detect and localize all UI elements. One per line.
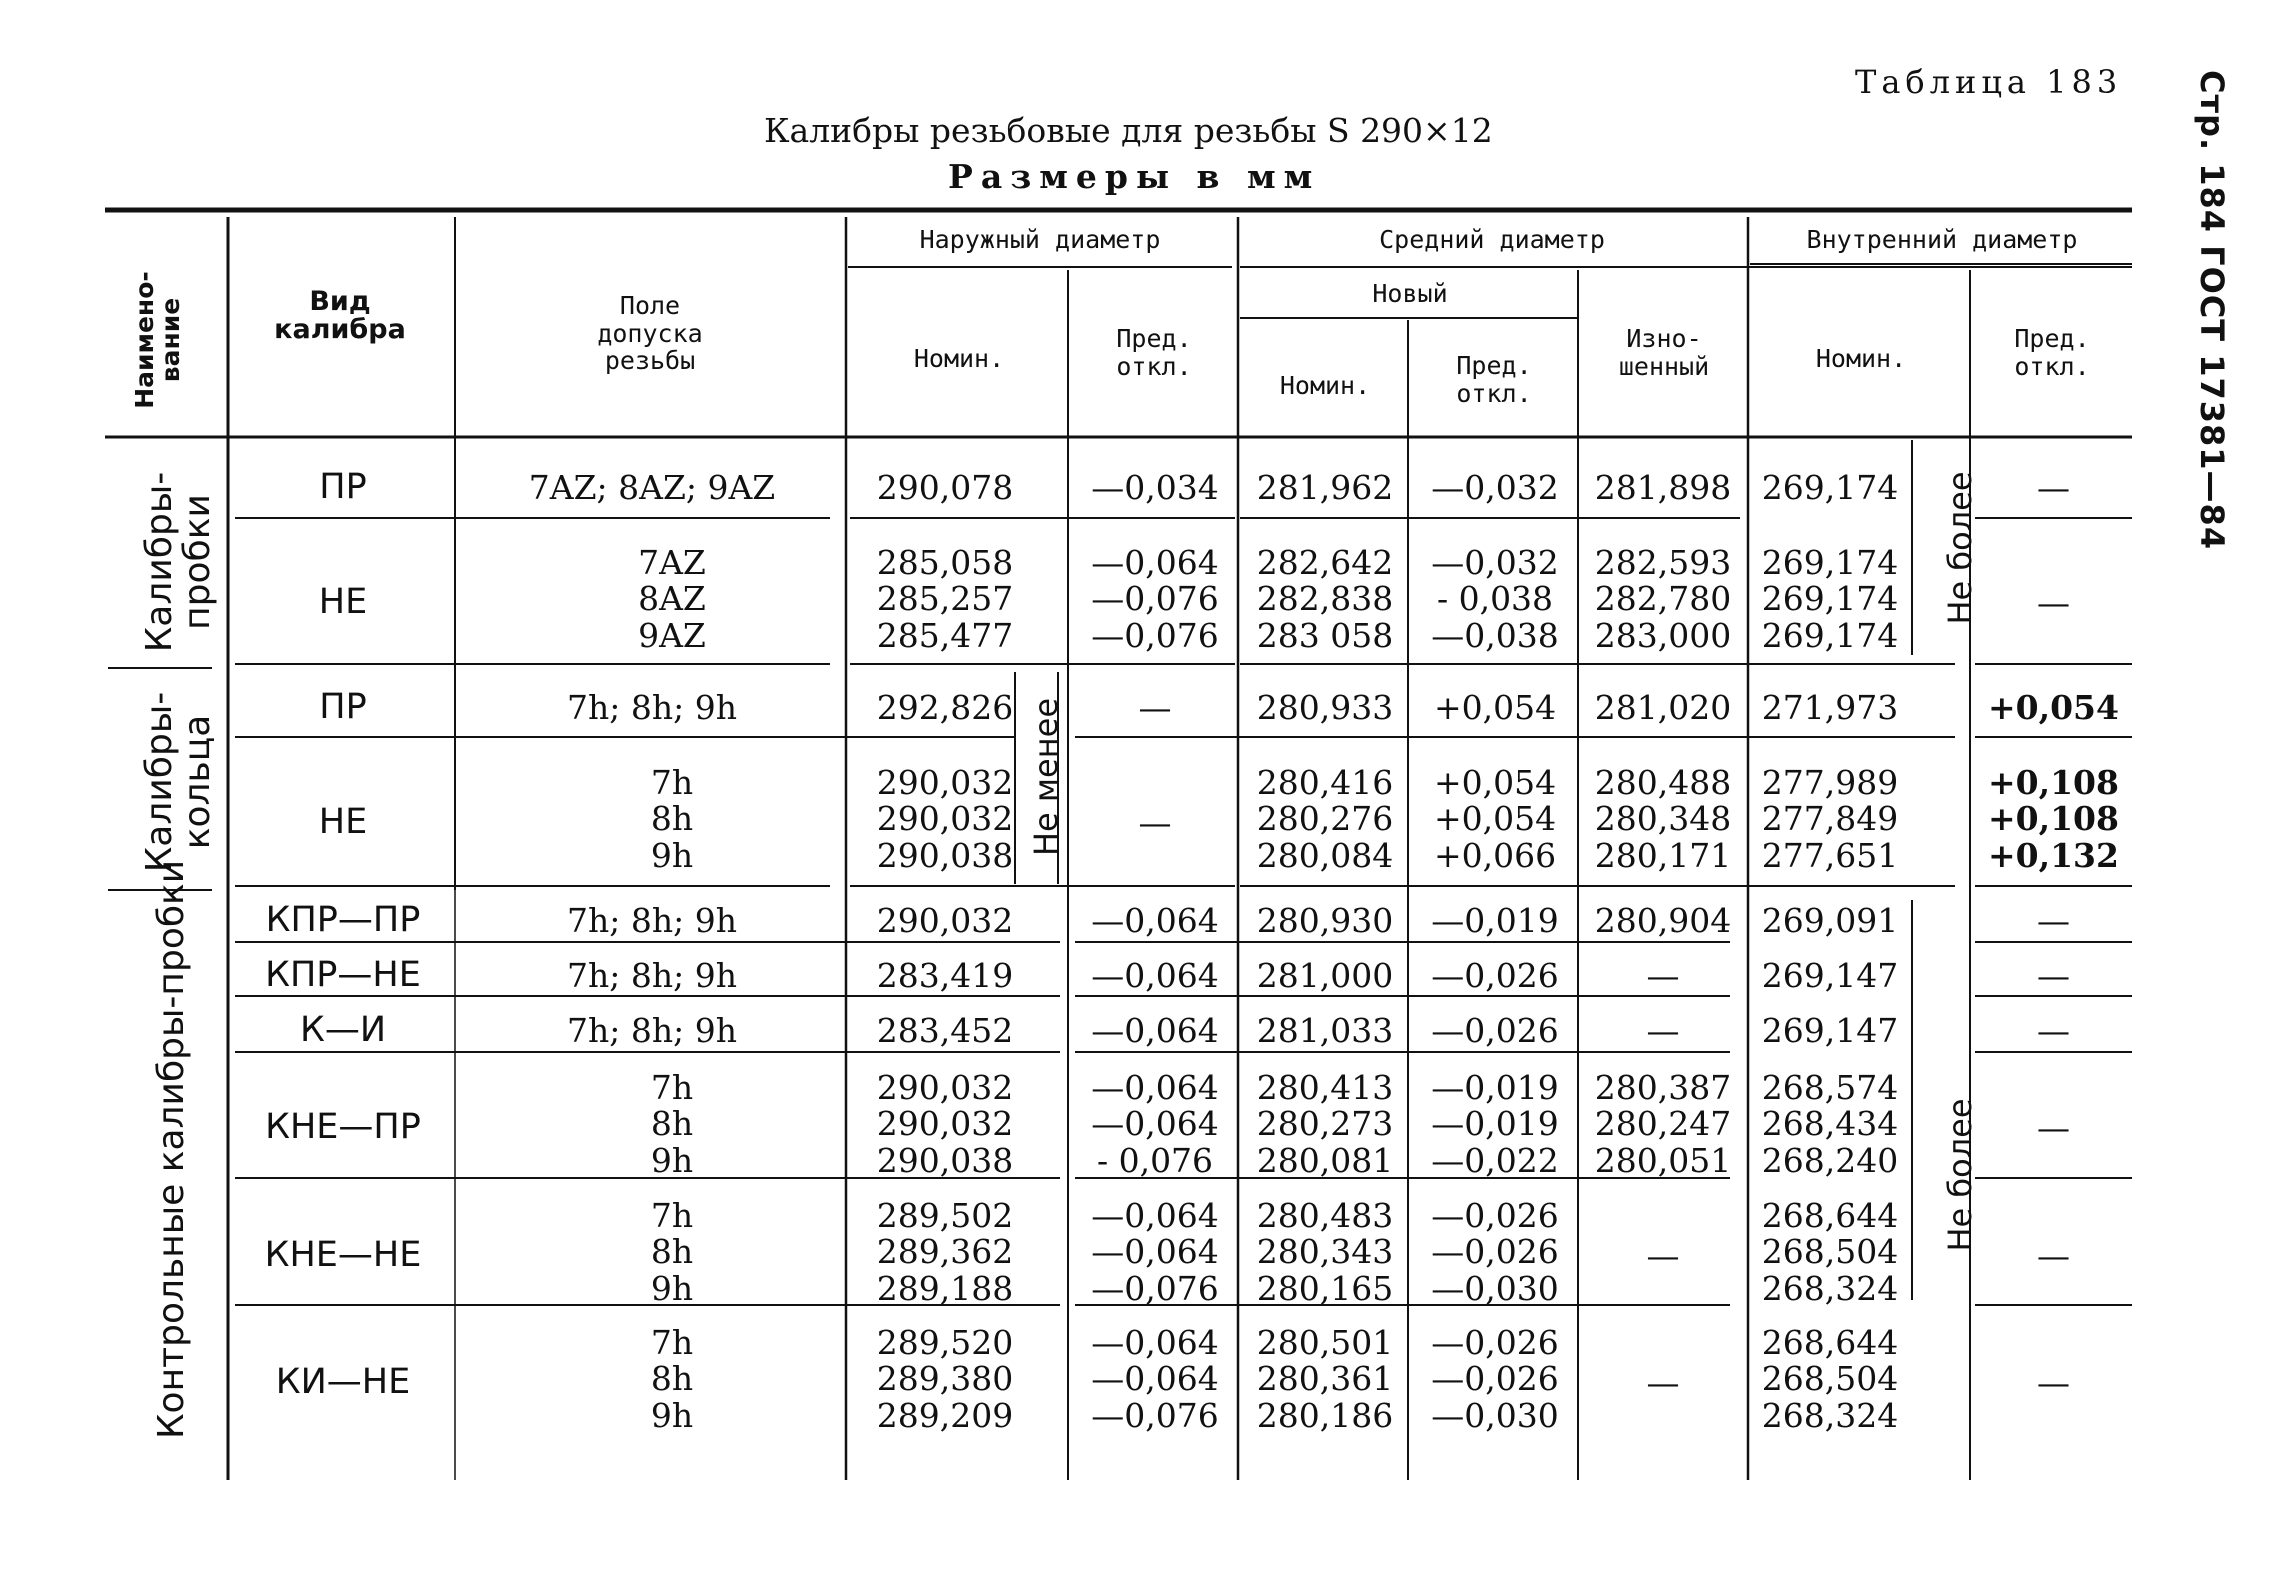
cell-outer-dev: —0,064 —0,064 —0,076: [1091, 1196, 1219, 1308]
cell-mid-nom: 280,930: [1256, 901, 1394, 940]
header-mid-nom: Номин.: [1279, 371, 1371, 400]
cell-field: 7h 8h 9h: [650, 1068, 694, 1180]
cell-worn: —: [1646, 1011, 1680, 1050]
header-outer-dev-text: Пред. откл.: [1116, 324, 1192, 381]
group-control-text: Контрольные калибры-пробки: [151, 859, 192, 1439]
cell-mid-dev: —0,032: [1431, 468, 1559, 507]
cell-inner-nom: 269,147: [1761, 1011, 1899, 1050]
cell-outer-nom: 290,032: [876, 901, 1014, 940]
header-name: [132, 250, 212, 430]
cell-mid-nom: 280,501 280,361 280,186: [1256, 1323, 1394, 1435]
cell-field: 7h; 8h; 9h: [567, 688, 737, 727]
header-worn: [1580, 325, 1748, 380]
cell-outer-dev: —0,034: [1091, 468, 1219, 507]
cell-outer-dev: —0,064 —0,076 —0,076: [1091, 543, 1219, 655]
group-plug: [141, 452, 221, 672]
cell-outer-nom: 285,058 285,257 285,477: [876, 543, 1014, 655]
header-inner-nom: Номин.: [1815, 344, 1907, 373]
cell-mid-nom: 280,416 280,276 280,084: [1256, 763, 1394, 875]
note-not-less: Не менее: [1027, 697, 1065, 857]
cell-inner-dev: —: [2037, 1362, 2070, 1402]
cell-worn: 280,387 280,247 280,051: [1594, 1068, 1732, 1180]
cell-inner-dev: —: [2037, 1235, 2070, 1275]
cell-outer-nom: 290,032 290,032 290,038: [876, 1068, 1014, 1180]
cell-field: 7h 8h 9h: [650, 763, 694, 875]
cell-field: 7h; 8h; 9h: [567, 956, 737, 995]
cell-outer-nom: 283,419: [876, 956, 1014, 995]
header-inner-dev-text: Пред. откл.: [2014, 324, 2090, 381]
cell-field: 7h 8h 9h: [650, 1196, 694, 1308]
cell-kind: К—И: [299, 1010, 387, 1050]
cell-inner-nom: 269,174: [1761, 468, 1899, 507]
cell-outer-nom: 289,520 289,380 289,209: [876, 1323, 1014, 1435]
cell-kind: КНЕ—НЕ: [264, 1234, 422, 1275]
cell-worn: 280,904: [1594, 901, 1732, 940]
cell-kind: НЕ: [318, 581, 368, 622]
cell-outer-nom: 292,826: [876, 688, 1014, 727]
cell-mid-dev: +0,054 +0,054 +0,066: [1433, 763, 1557, 875]
table-label: Таблица 183: [1855, 63, 2123, 101]
cell-kind: КПР—НЕ: [265, 955, 421, 995]
header-outer-dev: [1070, 325, 1238, 380]
header-field-text: Поле допуска резьбы: [597, 291, 703, 375]
cell-inner-nom: 269,174 269,174 269,174: [1761, 543, 1899, 655]
header-name-text: Наимено- вание: [130, 271, 186, 409]
table-subtitle: Размеры в мм: [948, 157, 1321, 196]
cell-mid-nom: 281,033: [1256, 1011, 1394, 1050]
group-ring-text: Калибры- кольца: [139, 691, 218, 873]
cell-inner-dev: +0,054: [1988, 688, 2119, 727]
cell-inner-nom: 271,973: [1761, 688, 1899, 727]
cell-inner-nom: 268,644 268,504 268,324: [1761, 1196, 1899, 1308]
cell-kind: КНЕ—ПР: [265, 1106, 421, 1147]
header-mid-dev: [1410, 352, 1578, 407]
cell-kind: ПР: [319, 467, 367, 507]
header-kind: [240, 288, 440, 345]
page-side-header: Стр. 184 ГОСТ 17381—84: [2193, 70, 2231, 551]
cell-inner-nom: 268,574 268,434 268,240: [1761, 1068, 1899, 1180]
cell-inner-dev: —: [2037, 1011, 2070, 1050]
cell-outer-dev: —0,064 —0,064 - 0,076: [1091, 1068, 1219, 1180]
cell-outer-nom: 290,032 290,032 290,038: [876, 763, 1014, 875]
cell-field: 7h; 8h; 9h: [567, 1011, 737, 1050]
cell-outer-dev: —0,064: [1091, 1011, 1219, 1050]
cell-outer-dev: —0,064: [1091, 956, 1219, 995]
cell-mid-nom: 280,483 280,343 280,165: [1256, 1196, 1394, 1308]
cell-field: 7h 8h 9h: [650, 1323, 694, 1435]
cell-mid-nom: 280,933: [1256, 688, 1394, 727]
cell-mid-nom: 280,413 280,273 280,081: [1256, 1068, 1394, 1180]
cell-field: 7h; 8h; 9h: [567, 901, 737, 940]
cell-mid-dev: —0,019 —0,019 —0,022: [1431, 1068, 1559, 1180]
cell-inner-dev: —: [2037, 901, 2070, 940]
cell-mid-dev: +0,054: [1433, 688, 1557, 727]
group-plug-text: Калибры- пробки: [139, 471, 218, 653]
cell-outer-nom: 283,452: [876, 1011, 1014, 1050]
cell-worn: 280,488 280,348 280,171: [1594, 763, 1732, 875]
cell-inner-nom: 277,989 277,849 277,651: [1761, 763, 1899, 875]
note-not-more-1: Не более: [1941, 471, 1979, 625]
cell-outer-dev: —: [1138, 688, 1172, 727]
cell-kind: ПР: [319, 687, 367, 727]
cell-worn: —: [1646, 1235, 1680, 1275]
cell-mid-nom: 281,000: [1256, 956, 1394, 995]
cell-mid-dev: —0,026: [1431, 1011, 1559, 1050]
cell-field: 7AZ; 8AZ; 9AZ: [528, 468, 776, 507]
cell-mid-dev: —0,032 - 0,038 —0,038: [1431, 543, 1559, 655]
cell-outer-dev: —0,064: [1091, 901, 1219, 940]
cell-kind: НЕ: [318, 801, 368, 842]
cell-mid-dev: —0,019: [1431, 901, 1559, 940]
table-title: Калибры резьбовые для резьбы S 290×12: [764, 111, 1493, 150]
cell-kind: КИ—НЕ: [275, 1361, 411, 1402]
header-inner: Внутренний диаметр: [1806, 225, 2078, 254]
cell-outer-dev: —: [1138, 802, 1172, 842]
header-new: Новый: [1372, 279, 1448, 308]
cell-inner-nom: 269,147: [1761, 956, 1899, 995]
header-outer: Наружный диаметр: [919, 225, 1161, 254]
cell-inner-dev: —: [2037, 468, 2070, 507]
note-not-more-2: Не более: [1941, 1098, 1979, 1252]
cell-worn: 281,020: [1594, 688, 1732, 727]
cell-inner-dev: —: [2037, 582, 2070, 622]
cell-inner-dev: +0,108 +0,108 +0,132: [1988, 763, 2119, 875]
group-control: [151, 859, 203, 1439]
cell-worn: 282,593 282,780 283,000: [1594, 543, 1732, 655]
cell-mid-dev: —0,026: [1431, 956, 1559, 995]
cell-outer-nom: 289,502 289,362 289,188: [876, 1196, 1014, 1308]
cell-mid-dev: —0,026 —0,026 —0,030: [1431, 1323, 1559, 1435]
cell-inner-dev: —: [2037, 956, 2070, 995]
cell-inner-nom: 269,091: [1761, 901, 1899, 940]
header-worn-text: Изно- шенный: [1618, 324, 1710, 381]
cell-kind: КПР—ПР: [265, 900, 421, 940]
header-mid-dev-text: Пред. откл.: [1456, 351, 1532, 408]
cell-mid-nom: 282,642 282,838 283 058: [1256, 543, 1394, 655]
cell-inner-dev: —: [2037, 1107, 2070, 1147]
cell-field: 7AZ 8AZ 9AZ: [638, 543, 706, 655]
cell-inner-nom: 268,644 268,504 268,324: [1761, 1323, 1899, 1435]
cell-worn: —: [1646, 956, 1680, 995]
cell-worn: —: [1646, 1362, 1680, 1402]
header-inner-dev: [1972, 325, 2132, 380]
cell-mid-nom: 281,962: [1256, 468, 1394, 507]
cell-outer-nom: 290,078: [876, 468, 1014, 507]
cell-outer-dev: —0,064 —0,064 —0,076: [1091, 1323, 1219, 1435]
cell-worn: 281,898: [1594, 468, 1732, 507]
header-field: [500, 292, 800, 375]
cell-mid-dev: —0,026 —0,026 —0,030: [1431, 1196, 1559, 1308]
header-kind-text: Вид калибра: [274, 286, 406, 346]
header-outer-nom: Номин.: [913, 344, 1005, 373]
header-middle: Средний диаметр: [1379, 225, 1605, 254]
